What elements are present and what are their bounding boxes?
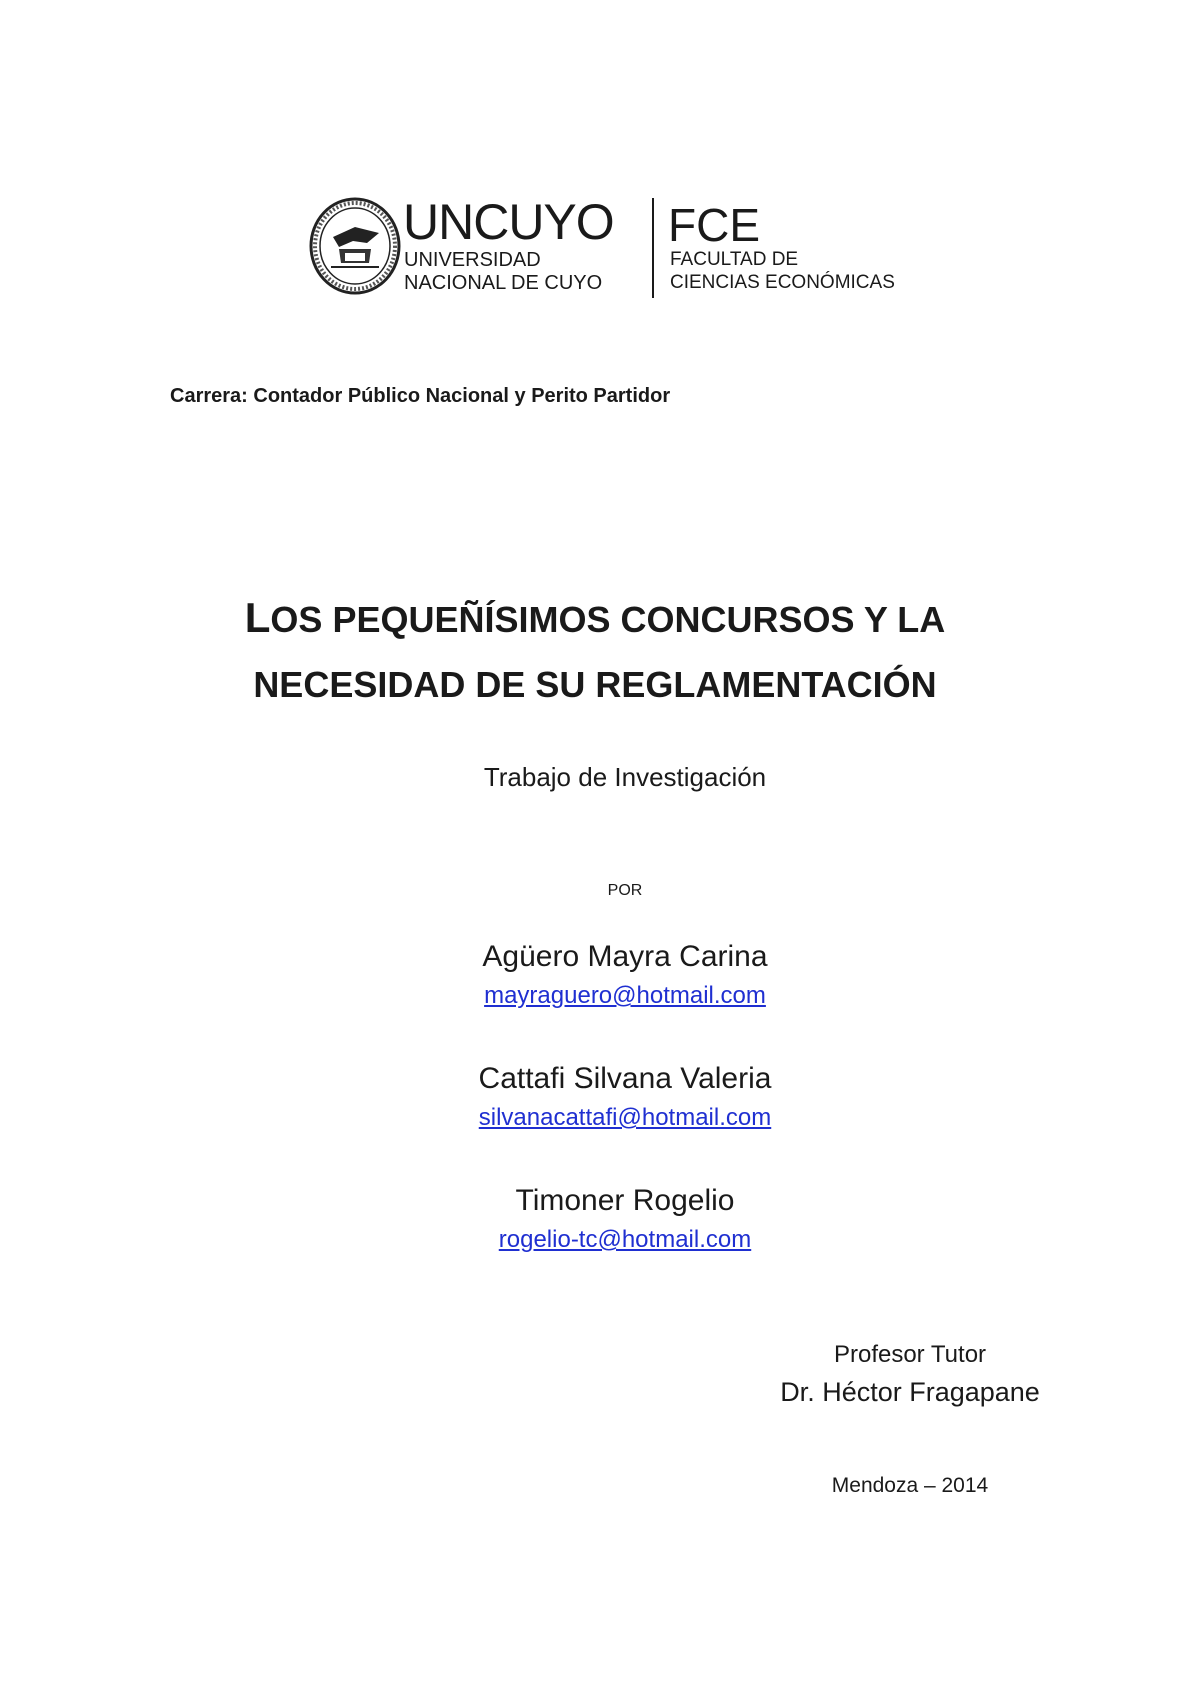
university-name-line2: NACIONAL DE CUYO <box>404 272 603 294</box>
author-name: Timoner Rogelio <box>515 1184 735 1217</box>
author-name: Agüero Mayra Carina <box>482 940 768 973</box>
by-label: POR <box>607 882 643 899</box>
faculty-name-line2: CIENCIAS ECONÓMICAS <box>670 272 895 293</box>
title-line1-rest: OS PEQUEÑÍSIMOS CONCURSOS Y LA <box>270 599 946 640</box>
faculty-wordmark: FCE <box>668 199 760 251</box>
university-name-line1: UNIVERSIDAD <box>404 249 541 271</box>
author-email-link[interactable]: silvanacattafi@hotmail.com <box>478 1104 772 1131</box>
university-wordmark: UNCUYO <box>403 194 614 250</box>
place-date: Mendoza – 2014 <box>831 1474 989 1497</box>
faculty-name-line1: FACULTAD DE <box>670 249 799 270</box>
author-email-link[interactable]: rogelio-tc@hotmail.com <box>498 1226 752 1253</box>
author-email-link[interactable]: mayraguero@hotmail.com <box>484 982 766 1009</box>
document-subtitle: Trabajo de Investigación <box>483 762 767 792</box>
title-initial: L <box>244 594 271 641</box>
logo-divider <box>652 198 654 298</box>
document-title-line2: NECESIDAD DE SU REGLAMENTACIÓN <box>253 664 937 705</box>
document-title-line1 <box>0 594 1190 642</box>
career-line: Carrera: Contador Público Nacional y Perito Partidor <box>170 385 671 407</box>
tutor-name: Dr. Héctor Fragapane <box>780 1377 1040 1407</box>
tutor-label: Profesor Tutor <box>833 1341 987 1368</box>
university-seal-icon <box>309 197 401 295</box>
author-name: Cattafi Silvana Valeria <box>478 1062 772 1095</box>
